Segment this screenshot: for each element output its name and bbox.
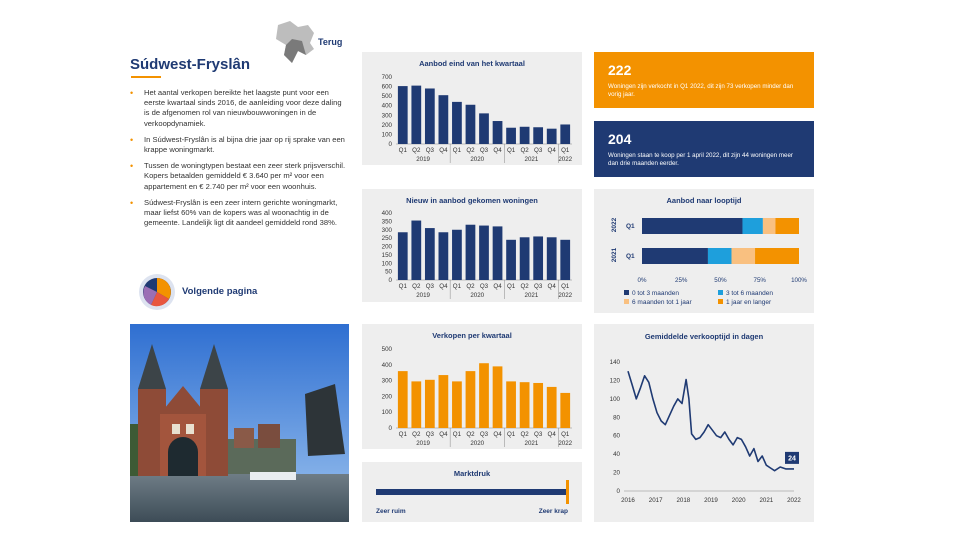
legend-swatch [624, 299, 629, 304]
bar [425, 88, 435, 144]
stat-for-sale-text: Woningen staan te koop per 1 april 2022, dit zijn 44 woningen meer dan drie maanden eerder. [608, 152, 793, 167]
x-tick-label: Q1 [506, 431, 516, 438]
bar [452, 230, 462, 280]
marktdruk-label-high: Zeer krap [538, 508, 568, 515]
bar [398, 232, 408, 280]
bar [493, 226, 503, 280]
x-group-label: 2022 [558, 292, 573, 299]
bar [398, 371, 408, 428]
x-group-label: 2021 [524, 156, 539, 163]
y-tick-label: 200 [381, 393, 392, 401]
x-tick-label: Q3 [534, 147, 543, 154]
marktdruk-track [376, 489, 568, 495]
x-tick-label: Q4 [547, 147, 556, 154]
bar [533, 236, 543, 280]
x-tick-label: Q2 [466, 147, 475, 154]
y-tick-label: 100 [381, 260, 392, 268]
y-tick-label: 40 [613, 451, 620, 459]
stack-segment [731, 248, 755, 264]
bar [506, 240, 516, 280]
x-tick-label: 2017 [648, 497, 663, 504]
x-tick-label: Q2 [520, 147, 529, 154]
y-tick-label: 100 [609, 395, 620, 403]
x-tick-label: Q3 [534, 283, 543, 290]
legend-label: 3 tot 6 maanden [726, 290, 773, 297]
bar [411, 381, 421, 428]
bar [479, 363, 489, 428]
y-tick-label: 60 [613, 432, 620, 440]
panel-verkopen [362, 324, 582, 449]
y-tick-label: 700 [381, 74, 392, 81]
bullet-item: • Súdwest-Fryslân is een zeer intern gerichte woningmarkt, maar liefst 60% van de kopers was al woonachtig in de gemeente. Landelijk ligt dit aandeel gemiddeld rond 38%. [130, 198, 348, 229]
stacked-bar-looptijd [594, 189, 814, 313]
next-page-link[interactable]: Volgende pagina [182, 286, 258, 297]
x-tick-label: Q4 [439, 147, 448, 154]
x-group-label: 2020 [470, 292, 485, 299]
x-tick-label: Q3 [425, 431, 434, 438]
x-group-label: 2019 [416, 156, 430, 163]
y-tick-label: 80 [613, 414, 620, 422]
x-tick-label: Q1 [452, 147, 462, 154]
bar [398, 86, 408, 144]
x-tick-label: Q1 [561, 431, 570, 438]
panel-verkooptijd [594, 324, 814, 522]
marktdruk-marker [566, 480, 569, 504]
legend-label: 6 maanden tot 1 jaar [632, 299, 692, 306]
bar [466, 371, 476, 428]
stat-sold-text: Woningen zijn verkocht in Q1 2022, dit zijn 73 verkopen minder dan vorig jaar. [608, 83, 794, 98]
x-tick-label: Q3 [479, 147, 489, 154]
x-tick-label: Q1 [506, 147, 516, 154]
panel-aanbod [362, 52, 582, 165]
marktdruk-label-low: Zeer ruim [376, 508, 406, 515]
bar [439, 375, 449, 428]
y-tick-label: 300 [381, 226, 392, 234]
bar [493, 366, 503, 428]
x-group-label: 2021 [524, 292, 539, 299]
series-line [628, 371, 794, 471]
bar [452, 102, 462, 144]
x-tick-label: 75% [753, 277, 766, 284]
x-tick-label: 50% [714, 277, 727, 284]
x-tick-label: Q3 [425, 147, 434, 154]
x-group-label: 2020 [470, 156, 485, 163]
x-tick-label: Q1 [398, 283, 407, 290]
x-tick-label: Q1 [452, 431, 462, 438]
x-group-label: 2019 [416, 292, 430, 299]
x-tick-label: Q1 [561, 283, 570, 290]
panel-marktdruk [362, 462, 582, 522]
chart-title: Aanbod naar looptijd [666, 196, 742, 205]
bar [479, 113, 489, 144]
stat-sold-value: 222 [608, 62, 632, 78]
x-tick-label: 25% [675, 277, 688, 284]
bar [493, 121, 503, 144]
x-tick-label: Q2 [466, 431, 475, 438]
bar [560, 240, 570, 280]
stack-segment [755, 248, 799, 264]
x-tick-label: Q3 [534, 431, 543, 438]
y-tick-label: 300 [381, 112, 392, 120]
x-tick-label: 2021 [759, 497, 774, 504]
x-tick-label: 100% [791, 277, 807, 284]
x-tick-label: Q3 [479, 283, 489, 290]
x-group-label: 2020 [470, 440, 485, 447]
legend-label: 0 tot 3 maanden [632, 290, 679, 297]
line-chart-verkooptijd [594, 324, 814, 522]
page-title: Súdwest-Fryslân [130, 56, 251, 73]
region-map-icon [272, 19, 318, 65]
stack-segment [775, 218, 799, 234]
row-quarter-label: Q1 [626, 223, 635, 230]
y-tick-label: 200 [381, 121, 392, 129]
stat-for-sale [594, 121, 814, 177]
x-group-label: 2019 [416, 440, 430, 447]
bar [506, 128, 516, 144]
x-tick-label: Q4 [493, 431, 502, 438]
y-tick-label: 400 [381, 361, 392, 369]
bar [425, 228, 435, 280]
y-tick-label: 500 [381, 93, 392, 101]
bar [439, 95, 449, 144]
back-link[interactable]: Terug [318, 37, 343, 47]
x-tick-label: Q2 [520, 431, 529, 438]
x-group-label: 2021 [524, 440, 539, 447]
x-tick-label: Q3 [479, 431, 489, 438]
bar [533, 383, 543, 428]
row-quarter-label: Q1 [626, 253, 635, 260]
x-tick-label: Q1 [506, 283, 516, 290]
x-tick-label: Q2 [520, 283, 529, 290]
x-tick-label: Q3 [425, 283, 434, 290]
stack-segment [642, 248, 708, 264]
panel-looptijd [594, 189, 814, 313]
x-tick-label: 0% [637, 277, 647, 284]
bar [533, 127, 543, 144]
x-tick-label: Q4 [439, 283, 448, 290]
y-tick-label: 400 [381, 210, 392, 217]
bar [520, 382, 530, 428]
x-tick-label: Q1 [561, 147, 570, 154]
bar-chart-verkopen [362, 324, 582, 449]
x-tick-label: Q4 [493, 147, 502, 154]
y-tick-label: 600 [381, 83, 392, 91]
legend-swatch [718, 290, 723, 295]
row-year-label: 2021 [611, 247, 618, 263]
bar [547, 237, 557, 280]
chart-title: Gemiddelde verkooptijd in dagen [644, 332, 764, 341]
bullet-item: • Tussen de woningtypen bestaat een zeer sterk prijsverschil. Kopers betaalden gemiddeld € 3.640 per m² voor een appartement en € 2.740 per m² voor een woonhuis. [130, 161, 348, 192]
stat-for-sale-value: 204 [608, 131, 632, 147]
x-tick-label: Q1 [398, 147, 407, 154]
legend-label: 1 jaar en langer [726, 299, 772, 306]
pie-chart-icon[interactable] [137, 272, 177, 312]
x-group-label: 2022 [558, 156, 573, 163]
row-year-label: 2022 [611, 217, 618, 233]
y-tick-label: 0 [616, 488, 620, 495]
bar [506, 381, 516, 428]
y-tick-label: 150 [381, 251, 392, 259]
x-tick-label: Q1 [452, 283, 462, 290]
x-tick-label: Q2 [412, 147, 421, 154]
x-tick-label: Q2 [412, 431, 421, 438]
x-tick-label: Q4 [439, 431, 448, 438]
y-tick-label: 120 [609, 377, 620, 385]
chart-title: Marktdruk [453, 469, 491, 478]
y-tick-label: 140 [609, 359, 620, 366]
bar [547, 129, 557, 144]
bar [560, 393, 570, 428]
x-tick-label: Q2 [466, 283, 475, 290]
y-tick-label: 500 [381, 346, 392, 353]
y-tick-label: 100 [381, 409, 392, 417]
x-tick-label: Q1 [398, 431, 407, 438]
x-tick-label: Q2 [412, 283, 421, 290]
title-underline [131, 76, 161, 78]
x-tick-label: 2018 [676, 497, 691, 504]
y-tick-label: 0 [388, 277, 392, 284]
legend-swatch [718, 299, 723, 304]
y-tick-label: 350 [381, 218, 392, 226]
bar-chart-nieuw [362, 189, 582, 302]
y-tick-label: 250 [381, 235, 392, 243]
x-tick-label: 2016 [621, 497, 635, 504]
bullet-list [130, 88, 348, 234]
bar [520, 127, 530, 144]
legend-swatch [624, 290, 629, 295]
bar [452, 381, 462, 428]
bar [425, 380, 435, 428]
x-group-label: 2022 [558, 440, 573, 447]
data-label: 24 [788, 455, 796, 463]
x-tick-label: Q4 [547, 283, 556, 290]
x-tick-label: 2020 [731, 497, 746, 504]
x-tick-label: 2019 [704, 497, 718, 504]
y-tick-label: 100 [381, 131, 392, 139]
bar-chart-aanbod [362, 52, 582, 165]
bar [411, 86, 421, 144]
x-tick-label: Q4 [493, 283, 502, 290]
chart-title: Nieuw in aanbod gekomen woningen [406, 196, 538, 205]
bar [520, 237, 530, 280]
stack-segment [742, 218, 762, 234]
bar [560, 124, 570, 144]
stat-sold [594, 52, 814, 108]
stack-segment [763, 218, 776, 234]
chart-title: Verkopen per kwartaal [432, 331, 512, 340]
bar [411, 221, 421, 280]
y-tick-label: 400 [381, 102, 392, 110]
bullet-item: • Het aantal verkopen bereikte het laagste punt voor een eerste kwartaal sinds 2016, de aanleiding voor deze daling is de afgenomen rol van nieuwbouwwoningen in de verkoopdynamiek. [130, 88, 348, 129]
bar [466, 105, 476, 144]
bar [439, 232, 449, 280]
x-tick-label: 2022 [787, 497, 801, 504]
bar [479, 226, 489, 280]
y-tick-label: 50 [385, 268, 392, 276]
stack-segment [642, 218, 742, 234]
y-tick-label: 0 [388, 425, 392, 432]
panel-nieuw [362, 189, 582, 302]
stack-segment [708, 248, 732, 264]
chart-title: Aanbod eind van het kwartaal [419, 59, 525, 68]
y-tick-label: 0 [388, 141, 392, 148]
bar [466, 225, 476, 280]
waterpoort-photo [130, 324, 349, 522]
y-tick-label: 20 [613, 469, 620, 477]
x-tick-label: Q4 [547, 431, 556, 438]
y-tick-label: 300 [381, 377, 392, 385]
y-tick-label: 200 [381, 243, 392, 251]
bar [547, 387, 557, 428]
bullet-item: • In Súdwest-Fryslân is al bijna drie jaar op rij sprake van een krappe woningmarkt. [130, 135, 348, 155]
